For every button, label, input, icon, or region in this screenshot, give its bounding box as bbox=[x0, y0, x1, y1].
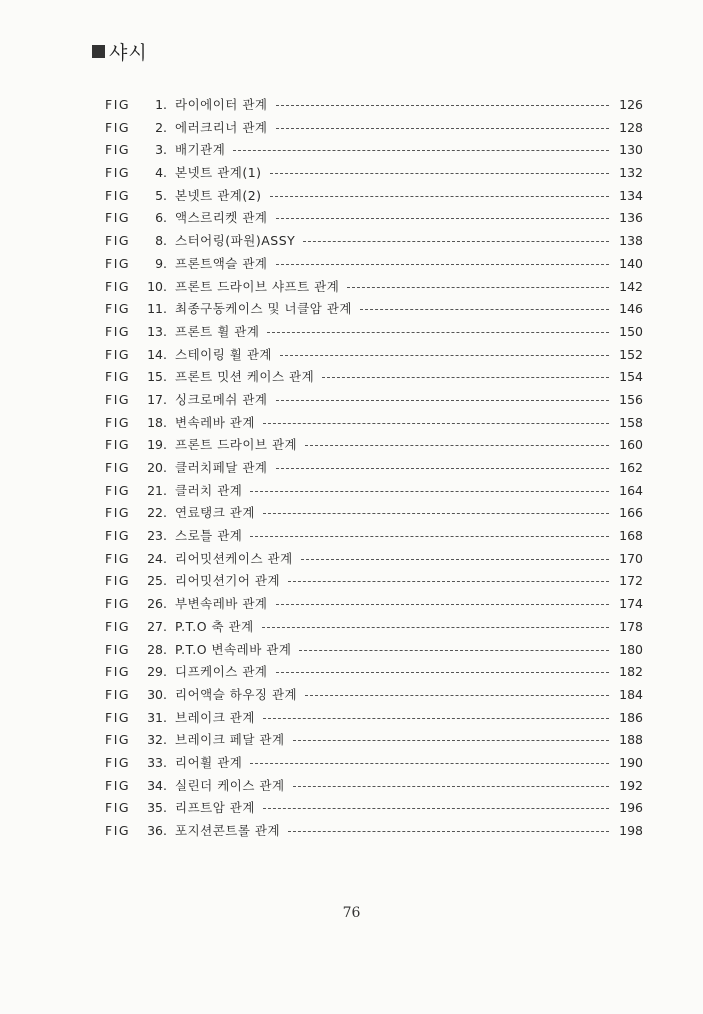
toc-dot-leader bbox=[293, 785, 609, 787]
toc-page-number: 190 bbox=[619, 754, 643, 770]
toc-fig-number: 23. bbox=[147, 528, 167, 544]
toc-entry-title: 배기관계 bbox=[175, 142, 226, 158]
toc-fig-number: 28. bbox=[147, 641, 167, 657]
toc-dot-leader bbox=[288, 580, 609, 582]
toc-page-number: 152 bbox=[619, 346, 643, 362]
toc-dot-leader bbox=[276, 104, 610, 106]
toc-entry-title: 연료탱크 관계 bbox=[175, 505, 255, 521]
toc-fig-prefix: FIG bbox=[105, 460, 131, 475]
toc-fig-prefix: FIG bbox=[105, 369, 131, 385]
toc-dot-leader bbox=[263, 807, 609, 809]
toc-fig-prefix: FIG bbox=[105, 414, 131, 430]
page-number: 76 bbox=[342, 905, 361, 921]
toc-fig-number: 30. bbox=[147, 686, 167, 702]
toc-entry-title: 실린더 케이스 관계 bbox=[175, 777, 285, 793]
toc-fig-prefix: FIG bbox=[105, 550, 131, 566]
toc-entry bbox=[105, 661, 643, 684]
toc-fig-prefix: FIG bbox=[105, 142, 131, 158]
toc-page-number: 182 bbox=[619, 664, 643, 680]
toc-entry-title: 에러크리너 관계 bbox=[175, 119, 268, 135]
toc-dot-leader bbox=[322, 376, 609, 378]
toc-entry bbox=[105, 593, 643, 616]
toc-entry-title: 액스르리켓 관계 bbox=[175, 210, 268, 226]
toc-dot-leader bbox=[347, 286, 609, 288]
toc-page-number: 160 bbox=[619, 437, 643, 453]
toc-dot-leader bbox=[276, 127, 610, 129]
toc-page-number: 162 bbox=[619, 460, 643, 475]
toc-fig-prefix: FIG bbox=[105, 800, 131, 816]
toc-fig-prefix: FIG bbox=[105, 686, 131, 702]
toc-fig-prefix: FIG bbox=[105, 346, 131, 362]
toc-entry bbox=[105, 616, 643, 639]
toc-page-number: 158 bbox=[619, 414, 643, 430]
toc-fig-number: 35. bbox=[147, 800, 167, 816]
toc-entry-title: 프론트 밋션 케이스 관계 bbox=[175, 369, 315, 385]
toc-entry bbox=[105, 797, 643, 820]
toc-dot-leader bbox=[270, 195, 609, 197]
toc-fig-prefix: FIG bbox=[105, 301, 131, 317]
toc-dot-leader bbox=[250, 535, 609, 537]
toc-page-number: 166 bbox=[619, 505, 643, 521]
toc-fig-number: 27. bbox=[147, 618, 167, 634]
toc-fig-number: 34. bbox=[147, 777, 167, 793]
toc-fig-number: 4. bbox=[155, 165, 167, 181]
toc-entry-title: 스테이링 휠 관계 bbox=[175, 346, 272, 362]
toc-fig-prefix: FIG bbox=[105, 505, 131, 521]
toc-fig-number: 13. bbox=[147, 323, 167, 339]
toc-entry-title: 최종구동케이스 및 너클암 관계 bbox=[175, 301, 352, 317]
square-bullet-icon bbox=[92, 45, 105, 58]
toc-fig-number: 25. bbox=[147, 573, 167, 589]
toc-entry-title: 라이에이터 관계 bbox=[175, 97, 268, 112]
toc-entry-title: 프론트 드라이브 샤프트 관계 bbox=[175, 278, 340, 294]
toc-page-number: 150 bbox=[619, 323, 643, 339]
toc-dot-leader bbox=[301, 558, 609, 560]
toc-entry bbox=[105, 502, 643, 525]
toc-fig-prefix: FIG bbox=[105, 437, 131, 453]
toc-fig-prefix: FIG bbox=[105, 391, 131, 407]
toc-page-number: 154 bbox=[619, 369, 643, 385]
toc-dot-leader bbox=[276, 263, 610, 265]
toc-entry bbox=[105, 548, 643, 571]
toc-entry-title: 스로틀 관계 bbox=[175, 528, 243, 544]
toc-page-number: 142 bbox=[619, 278, 643, 294]
toc-page-number: 128 bbox=[619, 119, 643, 135]
toc-page-number: 138 bbox=[619, 233, 643, 249]
toc-entry bbox=[105, 752, 643, 775]
toc-fig-prefix: FIG bbox=[105, 97, 131, 112]
toc-entry-title: 스터어링(파원)ASSY bbox=[175, 233, 296, 249]
toc-dot-leader bbox=[276, 603, 610, 605]
toc-entry-title: 프론트액슬 관계 bbox=[175, 255, 268, 271]
toc-page-number: 126 bbox=[619, 97, 643, 112]
toc-dot-leader bbox=[305, 694, 609, 696]
toc-fig-prefix: FIG bbox=[105, 210, 131, 226]
toc-page-number: 146 bbox=[619, 301, 643, 317]
toc-entry-title: 리어밋션케이스 관계 bbox=[175, 550, 293, 566]
toc-fig-number: 2. bbox=[155, 119, 167, 135]
toc-page-number: 140 bbox=[619, 255, 643, 271]
toc-entry-title: 브레이크 페달 관계 bbox=[175, 732, 285, 748]
toc-entry-title: 프론트 드라이브 관계 bbox=[175, 437, 298, 453]
toc-dot-leader bbox=[293, 739, 609, 741]
toc-entry bbox=[105, 94, 643, 117]
toc-page-number: 184 bbox=[619, 686, 643, 702]
toc-entry-title: 클러치 관계 bbox=[175, 482, 243, 498]
toc-entry-title: 싱크로메쉬 관계 bbox=[175, 391, 268, 407]
toc-fig-number: 5. bbox=[155, 187, 167, 203]
toc-dot-leader bbox=[250, 490, 609, 492]
toc-fig-prefix: FIG bbox=[105, 119, 131, 135]
toc-entry bbox=[105, 707, 643, 730]
toc-entry bbox=[105, 321, 643, 344]
toc-entry bbox=[105, 570, 643, 593]
toc-fig-prefix: FIG bbox=[105, 596, 131, 612]
toc-fig-prefix: FIG bbox=[105, 187, 131, 203]
toc-entry-title: P.T.O 변속레바 관계 bbox=[175, 641, 292, 657]
toc-fig-prefix: FIG bbox=[105, 233, 131, 249]
toc-dot-leader bbox=[250, 762, 609, 764]
toc-dot-leader bbox=[276, 399, 610, 401]
toc-entry bbox=[105, 117, 643, 140]
toc-entry-title: 포지션콘트롤 관계 bbox=[175, 823, 281, 838]
toc-fig-prefix: FIG bbox=[105, 732, 131, 748]
toc-page-number: 180 bbox=[619, 641, 643, 657]
toc-fig-prefix: FIG bbox=[105, 754, 131, 770]
toc-dot-leader bbox=[305, 444, 609, 446]
section-heading bbox=[92, 38, 148, 65]
toc-fig-number: 32. bbox=[147, 732, 167, 748]
table-of-contents bbox=[105, 94, 643, 843]
toc-fig-number: 18. bbox=[147, 414, 167, 430]
toc-fig-prefix: FIG bbox=[105, 482, 131, 498]
toc-dot-leader bbox=[263, 512, 609, 514]
toc-entry bbox=[105, 366, 643, 389]
toc-fig-prefix: FIG bbox=[105, 641, 131, 657]
toc-entry bbox=[105, 412, 643, 435]
toc-page-number: 198 bbox=[619, 823, 643, 838]
toc-fig-number: 33. bbox=[147, 754, 167, 770]
toc-dot-leader bbox=[276, 671, 610, 673]
toc-page-number: 136 bbox=[619, 210, 643, 226]
toc-fig-prefix: FIG bbox=[105, 573, 131, 589]
toc-fig-number: 29. bbox=[147, 664, 167, 680]
toc-fig-number: 11. bbox=[147, 301, 167, 317]
toc-page-number: 168 bbox=[619, 528, 643, 544]
toc-entry bbox=[105, 480, 643, 503]
toc-entry bbox=[105, 276, 643, 299]
toc-entry-title: 변속레바 관계 bbox=[175, 414, 255, 430]
toc-fig-prefix: FIG bbox=[105, 709, 131, 725]
toc-dot-leader bbox=[233, 149, 609, 151]
toc-entry bbox=[105, 298, 643, 321]
toc-page-number: 196 bbox=[619, 800, 643, 816]
toc-entry bbox=[105, 775, 643, 798]
toc-entry bbox=[105, 684, 643, 707]
toc-fig-number: 1. bbox=[155, 97, 167, 112]
section-title: 샤시 bbox=[109, 42, 148, 64]
toc-entry bbox=[105, 729, 643, 752]
toc-fig-number: 24. bbox=[147, 550, 167, 566]
toc-dot-leader bbox=[299, 649, 609, 651]
toc-entry bbox=[105, 434, 643, 457]
toc-fig-number: 26. bbox=[147, 596, 167, 612]
toc-fig-prefix: FIG bbox=[105, 823, 131, 838]
toc-fig-number: 10. bbox=[147, 278, 167, 294]
toc-fig-number: 8. bbox=[155, 233, 167, 249]
toc-entry-title: P.T.O 축 관계 bbox=[175, 618, 254, 634]
toc-entry bbox=[105, 820, 643, 843]
toc-fig-prefix: FIG bbox=[105, 528, 131, 544]
toc-entry-title: 브레이크 관계 bbox=[175, 709, 255, 725]
toc-fig-prefix: FIG bbox=[105, 255, 131, 271]
toc-entry bbox=[105, 230, 643, 253]
toc-entry bbox=[105, 185, 643, 208]
toc-fig-number: 14. bbox=[147, 346, 167, 362]
toc-page-number: 174 bbox=[619, 596, 643, 612]
toc-entry-title: 클러치페달 관계 bbox=[175, 460, 268, 475]
toc-entry bbox=[105, 525, 643, 548]
toc-page-number: 172 bbox=[619, 573, 643, 589]
toc-fig-prefix: FIG bbox=[105, 777, 131, 793]
toc-page-number: 132 bbox=[619, 165, 643, 181]
toc-dot-leader bbox=[262, 626, 609, 628]
toc-fig-prefix: FIG bbox=[105, 278, 131, 294]
toc-entry-title: 프론트 휠 관계 bbox=[175, 323, 260, 339]
toc-fig-number: 22. bbox=[147, 505, 167, 521]
toc-dot-leader bbox=[288, 830, 609, 832]
toc-page-number: 188 bbox=[619, 732, 643, 748]
toc-entry-title: 리어밋션기어 관계 bbox=[175, 573, 281, 589]
toc-dot-leader bbox=[276, 467, 610, 469]
toc-dot-leader bbox=[280, 354, 609, 356]
toc-fig-number: 15. bbox=[147, 369, 167, 385]
toc-entry bbox=[105, 344, 643, 367]
toc-dot-leader bbox=[303, 240, 609, 242]
toc-entry bbox=[105, 389, 643, 412]
toc-page-number: 156 bbox=[619, 391, 643, 407]
toc-fig-number: 17. bbox=[147, 391, 167, 407]
toc-entry bbox=[105, 253, 643, 276]
toc-dot-leader bbox=[270, 172, 609, 174]
toc-entry-title: 리어액슬 하우징 관계 bbox=[175, 686, 298, 702]
toc-fig-number: 21. bbox=[147, 482, 167, 498]
toc-entry bbox=[105, 639, 643, 662]
toc-fig-number: 3. bbox=[155, 142, 167, 158]
toc-page-number: 164 bbox=[619, 482, 643, 498]
toc-dot-leader bbox=[276, 217, 610, 219]
toc-fig-prefix: FIG bbox=[105, 165, 131, 181]
toc-entry bbox=[105, 139, 643, 162]
toc-fig-number: 19. bbox=[147, 437, 167, 453]
toc-entry-title: 리어휠 관계 bbox=[175, 754, 243, 770]
toc-dot-leader bbox=[263, 717, 609, 719]
toc-fig-number: 36. bbox=[147, 823, 167, 838]
toc-fig-prefix: FIG bbox=[105, 618, 131, 634]
toc-dot-leader bbox=[263, 422, 609, 424]
toc-entry-title: 디프케이스 관계 bbox=[175, 664, 268, 680]
toc-page-number: 134 bbox=[619, 187, 643, 203]
toc-entry bbox=[105, 162, 643, 185]
toc-page-number: 186 bbox=[619, 709, 643, 725]
toc-page-number: 170 bbox=[619, 550, 643, 566]
toc-fig-number: 20. bbox=[147, 460, 167, 475]
toc-page-number: 192 bbox=[619, 777, 643, 793]
toc-dot-leader bbox=[267, 331, 609, 333]
toc-entry bbox=[105, 457, 643, 480]
toc-entry-title: 부변속레바 관계 bbox=[175, 596, 268, 612]
toc-page-number: 130 bbox=[619, 142, 643, 158]
toc-entry bbox=[105, 207, 643, 230]
toc-fig-number: 6. bbox=[155, 210, 167, 226]
toc-entry-title: 리프트암 관계 bbox=[175, 800, 255, 816]
toc-fig-number: 31. bbox=[147, 709, 167, 725]
toc-fig-prefix: FIG bbox=[105, 323, 131, 339]
toc-fig-number: 9. bbox=[155, 255, 167, 271]
toc-page-number: 178 bbox=[619, 618, 643, 634]
toc-fig-prefix: FIG bbox=[105, 664, 131, 680]
toc-entry-title: 본넷트 관계(2) bbox=[175, 187, 262, 203]
toc-entry-title: 본넷트 관계(1) bbox=[175, 165, 262, 181]
toc-dot-leader bbox=[360, 308, 609, 310]
